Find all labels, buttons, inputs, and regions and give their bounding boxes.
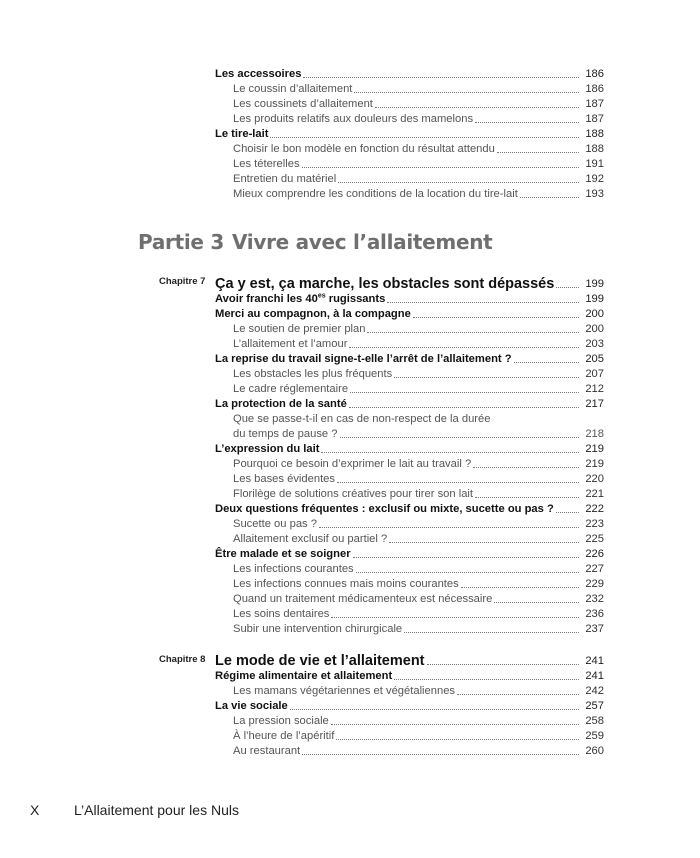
toc-entry-title: La vie sociale (215, 700, 288, 712)
toc-entry-title: Être malade et se soigner (215, 548, 351, 560)
toc-entry-page: 242 (585, 685, 604, 697)
dot-leader (337, 482, 579, 483)
toc-entry-page: 258 (585, 715, 604, 727)
dot-leader (461, 587, 579, 588)
dot-leader (302, 754, 579, 755)
dot-leader (290, 709, 579, 710)
toc-entry-section[interactable] (215, 501, 604, 516)
toc-entry-subsection[interactable] (233, 713, 604, 728)
toc-entry-page: 217 (585, 398, 604, 410)
toc-entry-title: Allaitement exclusif ou partiel ? (233, 533, 388, 545)
toc-entry-page: 191 (585, 158, 604, 170)
dot-leader (319, 527, 579, 528)
toc-entry-section[interactable] (215, 291, 604, 306)
toc-entry-title: La pression sociale (233, 715, 329, 727)
toc-entry-section[interactable] (215, 126, 604, 141)
toc-entry-title: À l’heure de l’apéritif (233, 730, 335, 742)
dot-leader (303, 77, 579, 78)
toc-entry-title: Les infections connues mais moins courantes (233, 578, 459, 590)
dot-leader (394, 377, 579, 378)
toc-entry-title: Entretien du matériel (233, 173, 337, 185)
toc-entry-subsection[interactable] (233, 576, 604, 591)
toc-entry-title: Deux questions fréquentes : exclusif ou mixte, sucette ou pas ? (215, 503, 554, 515)
dot-leader (354, 92, 579, 93)
toc-entry-page: 212 (585, 383, 604, 395)
toc-entry-title: Florilège de solutions créatives pour tirer son lait (233, 488, 474, 500)
dot-leader (387, 302, 579, 303)
toc-entry-title: Régime alimentaire et allaitement (215, 670, 393, 682)
toc-entry-section[interactable] (215, 396, 604, 411)
toc-entry-title: Le cadre réglementaire (233, 383, 349, 395)
toc-entry-page: 220 (585, 473, 604, 485)
dot-leader (556, 287, 579, 288)
toc-entry-page: 186 (585, 83, 604, 95)
toc-entry-section[interactable] (215, 351, 604, 366)
toc-entry-subsection[interactable] (233, 743, 604, 758)
toc-entry-title: Les bases évidentes (233, 473, 335, 485)
toc-entry-title: Merci au compagnon, à la compagne (215, 308, 411, 320)
dot-leader (270, 137, 579, 138)
toc-entry-page: 259 (585, 730, 604, 742)
dot-leader (556, 512, 579, 513)
toc-entry-title: Ça y est, ça marche, les obstacles sont dépassés (215, 276, 555, 292)
toc-entry-subsection[interactable] (233, 111, 604, 126)
toc-entry-title: Subir une intervention chirurgicale (233, 623, 403, 635)
toc-entry-page: 219 (585, 458, 604, 470)
toc-entry-subsection[interactable] (233, 336, 604, 351)
dot-leader (331, 724, 579, 725)
footer-page-number: X (30, 802, 40, 818)
dot-leader (338, 182, 579, 183)
toc-entry-page: 203 (585, 338, 604, 350)
dot-leader (413, 317, 579, 318)
toc-entry-title: Les téterelles (233, 158, 300, 170)
toc-entry-title: L’allaitement et l’amour (233, 338, 348, 350)
toc-entry-page: 187 (585, 113, 604, 125)
toc-entry-subsection[interactable] (233, 728, 604, 743)
toc-entry-title: La reprise du travail signe-t-elle l’arrêt de l’allaitement ? (215, 353, 512, 365)
dot-leader (336, 739, 579, 740)
toc-entry-subsection[interactable] (233, 321, 604, 336)
toc-entry-subsection[interactable] (233, 456, 604, 471)
toc-entry-section[interactable] (215, 306, 604, 321)
dot-leader (475, 122, 579, 123)
toc-entry-page: 227 (585, 563, 604, 575)
dot-leader (494, 602, 579, 603)
toc-entry-page: 193 (585, 188, 604, 200)
dot-leader (321, 452, 579, 453)
dot-leader (457, 694, 579, 695)
toc-entry-title: du temps de pause ? (233, 428, 338, 440)
toc-entry-page: 188 (585, 128, 604, 140)
toc-entry-page: 188 (585, 143, 604, 155)
part-title: Vivre avec l’allaitement (231, 230, 493, 254)
toc-entry-page: 241 (585, 655, 604, 667)
toc-entry-title: Le soutien de premier plan (233, 323, 366, 335)
toc-entry-page: 241 (585, 670, 604, 682)
toc-entry-section[interactable] (215, 698, 604, 713)
toc-entry-page: 205 (585, 353, 604, 365)
toc-entry-page: 200 (585, 323, 604, 335)
toc-entry-title: Choisir le bon modèle en fonction du résultat attendu (233, 143, 495, 155)
toc-entry-page: 218 (585, 428, 604, 440)
toc-entry-title: Les coussinets d’allaitement (233, 98, 373, 110)
toc-entry-subsection[interactable] (233, 531, 604, 546)
dot-leader (475, 497, 579, 498)
toc-entry-title: Les accessoires (215, 68, 302, 80)
toc-entry-title: Au restaurant (233, 745, 301, 757)
toc-entry-page: 237 (585, 623, 604, 635)
chapter-label: Chapitre 7 (159, 276, 206, 287)
dot-leader (349, 407, 579, 408)
toc-entry-subsection[interactable] (233, 81, 604, 96)
toc-entry-title: Les mamans végétariennes et végétaliennes (233, 685, 456, 697)
toc-entry-page: 232 (585, 593, 604, 605)
toc-entry-page: 260 (585, 745, 604, 757)
toc-entry-section[interactable] (215, 668, 604, 683)
toc-entry-title: Quand un traitement médicamenteux est nécessaire (233, 593, 493, 605)
toc-entry-subsection[interactable] (233, 366, 604, 381)
toc-entry-subsection[interactable] (233, 561, 604, 576)
dot-leader (497, 152, 579, 153)
toc-entry-page: 186 (585, 68, 604, 80)
dot-leader (356, 572, 579, 573)
toc-entry-page: 236 (585, 608, 604, 620)
toc-entry-page: 257 (585, 700, 604, 712)
toc-entry-subsection[interactable] (233, 621, 604, 636)
toc-entry-subsection[interactable] (233, 591, 604, 606)
toc-entry-page: 199 (585, 278, 604, 290)
dot-leader (302, 167, 579, 168)
part-label: Partie 3 (138, 230, 224, 254)
toc-entry-subsection[interactable] (233, 516, 604, 531)
dot-leader (375, 107, 579, 108)
toc-entry-subsection[interactable] (233, 156, 604, 171)
dot-leader (340, 437, 580, 438)
dot-leader (394, 679, 579, 680)
toc-entry-section[interactable] (215, 441, 604, 456)
toc-entry-title: Mieux comprendre les conditions de la location du tire-lait (233, 188, 518, 200)
toc-entry-page: 200 (585, 308, 604, 320)
toc-entry-page: 229 (585, 578, 604, 590)
toc-entry-title: Avoir franchi les $40^{es}$ rugissants (215, 292, 386, 305)
dot-leader (353, 557, 579, 558)
dot-leader (349, 347, 579, 348)
toc-entry-title: Les soins dentaires (233, 608, 330, 620)
dot-leader (514, 362, 579, 363)
toc-entry-subsection[interactable] (233, 606, 604, 621)
toc-entry-title: Sucette ou pas ? (233, 518, 317, 530)
toc-entry-section[interactable] (215, 546, 604, 561)
toc-entry-page: 192 (585, 173, 604, 185)
toc-entry-subsection[interactable] (233, 486, 604, 501)
toc-entry-page: 223 (585, 518, 604, 530)
toc-entry-title: Le coussin d’allaitement (233, 83, 353, 95)
toc-entry-subsection[interactable] (233, 683, 604, 698)
toc-entry-chapter[interactable] (215, 648, 604, 668)
toc-entry-subsection[interactable] (233, 141, 604, 156)
toc-entry-page: 225 (585, 533, 604, 545)
toc-entry-subsection[interactable] (233, 411, 604, 426)
toc-entry-page: 221 (585, 488, 604, 500)
toc-entry-section[interactable] (215, 66, 604, 81)
dot-leader (389, 542, 579, 543)
toc-entry-page: 199 (585, 293, 604, 305)
toc-entry-page: 187 (585, 98, 604, 110)
toc-entry-title: L’expression du lait (215, 443, 320, 455)
toc-entry-title: Les obstacles les plus fréquents (233, 368, 393, 380)
dot-leader (331, 617, 579, 618)
dot-leader (350, 392, 579, 393)
toc-entry-title: Le tire-lait (215, 128, 269, 140)
toc-entry-title: La protection de la santé (215, 398, 347, 410)
toc-entry-title: Le mode de vie et l’allaitement (215, 653, 425, 669)
toc-entry-subsection[interactable] (233, 471, 604, 486)
toc-entry-subsection[interactable] (233, 381, 604, 396)
toc-entry-title: Que se passe-t-il en cas de non-respect de la durée (233, 413, 491, 425)
toc-entry-subsection-continued[interactable] (233, 426, 604, 441)
toc-entry-chapter[interactable] (215, 271, 604, 291)
chapter-label: Chapitre 8 (159, 654, 206, 665)
toc-entry-page: 207 (585, 368, 604, 380)
toc-entry-page: 226 (585, 548, 604, 560)
toc-entry-title: Pourquoi ce besoin d’exprimer le lait au travail ? (233, 458, 472, 470)
dot-leader (367, 332, 579, 333)
toc-entry-subsection[interactable] (233, 171, 604, 186)
dot-leader (427, 664, 579, 665)
toc-entry-title: Les infections courantes (233, 563, 354, 575)
toc-entry-subsection[interactable] (233, 96, 604, 111)
dot-leader (520, 197, 579, 198)
part-heading (138, 230, 500, 254)
toc-entry-title: Les produits relatifs aux douleurs des mamelons (233, 113, 474, 125)
toc-entry-page: 222 (585, 503, 604, 515)
dot-leader (404, 632, 579, 633)
toc-entry-page: 219 (585, 443, 604, 455)
footer-book-title: L’Allaitement pour les Nuls (74, 802, 239, 818)
dot-leader (473, 467, 579, 468)
toc-entry-subsection[interactable] (233, 186, 604, 201)
